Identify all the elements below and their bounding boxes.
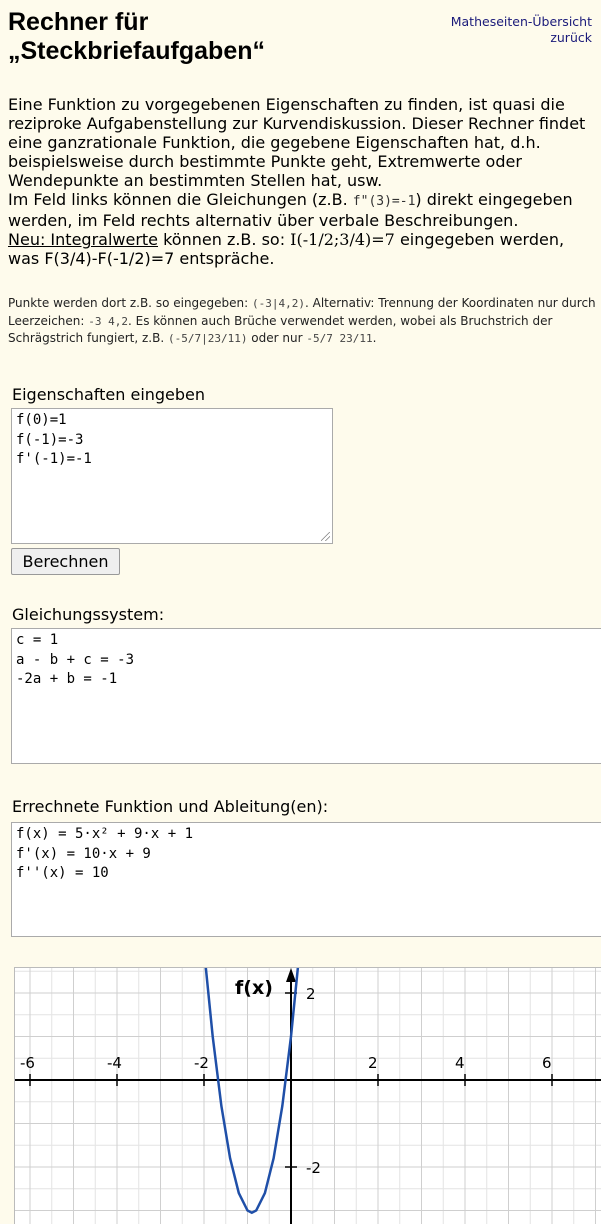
integral-example: I(-1/2;3/4)=7 (290, 230, 395, 249)
overview-link[interactable]: Matheseiten-Übersicht (450, 14, 592, 29)
intro-text-part: eingegeben werden, was (8, 230, 565, 268)
intro-text-part: entspräche. (174, 249, 275, 268)
intro-text (8, 95, 596, 268)
x-tick-label: 2 (368, 1054, 378, 1072)
new-integral-label: Neu: Integralwerte (8, 230, 159, 249)
integral-equivalent: F(3/4)-F(-1/2)=7 (44, 249, 175, 268)
intro-code-example: f"(3)=-1 (352, 194, 416, 209)
y-axis-arrow (286, 968, 296, 982)
function-curve (195, 968, 304, 1213)
properties-label: Eigenschaften eingeben (12, 385, 206, 404)
hint-text: . Alternativ: Trennung der Koordinaten nur durch Leerzeichen: (8, 296, 596, 328)
properties-input-value: f(0)=1 f(-1)=-3 f'(-1)=-1 (16, 412, 92, 467)
x-tick-label: -2 (194, 1054, 209, 1072)
y-tick-label: -2 (306, 1159, 321, 1177)
page-title (8, 8, 338, 66)
result-output[interactable] (11, 822, 601, 937)
x-tick-label: -4 (107, 1054, 122, 1072)
top-links (451, 14, 592, 46)
equation-system-output[interactable] (11, 628, 601, 764)
result-label: Errechnete Funktion und Ableitung(en): (12, 797, 329, 816)
hint-code: -3 4,2 (88, 314, 128, 328)
calculate-button[interactable]: Berechnen (11, 548, 120, 575)
hint-code: -5/7 23/11 (306, 332, 373, 345)
intro-paragraph-3 (8, 230, 596, 268)
intro-text-part: Im Feld links können die Gleichungen (z.B. (8, 190, 353, 209)
equation-system-value: c = 1 a - b + c = -3 -2a + b = -1 (16, 632, 135, 687)
y-axis-label: f(x) (235, 977, 273, 999)
function-graph[interactable] (14, 967, 601, 1224)
resize-handle[interactable] (321, 532, 330, 541)
intro-text-part: ) direkt eingegeben werden, im Feld rechts alternativ über verbale Beschreibungen. (8, 190, 573, 230)
title-line-1: Rechner für (8, 8, 149, 36)
properties-input[interactable] (11, 408, 333, 544)
hint-code: (-5/7|23/11) (167, 332, 248, 345)
intro-text-part: können z.B. so: (158, 230, 291, 249)
hint-text: . (372, 331, 377, 345)
point-entry-hint (8, 295, 596, 348)
x-tick-label: 4 (455, 1054, 465, 1072)
title-line-2: „Steckbriefaufgaben“ (8, 37, 266, 65)
hint-code: (-3|4,2) (252, 297, 305, 310)
x-tick-label: 6 (542, 1054, 552, 1072)
intro-paragraph-1: Eine Funktion zu vorgegebenen Eigenschaften zu finden, ist quasi die reziproke Aufgabenstellung zur Kurvendiskussion. Dieser Rechner findet eine ganzrationale Funktion, die gegebene Eigenschaften hat, d.h. beispielsweise durch bestimmte Punkte geht, Extremwerte oder Wendepunkte an bestimmten Stellen hat, usw. (8, 95, 586, 190)
x-tick-label: -6 (20, 1054, 35, 1072)
back-link[interactable]: zurück (550, 30, 592, 45)
equation-system-label: Gleichungssystem: (12, 605, 165, 624)
graph-canvas (15, 968, 601, 1224)
hint-text: Punkte werden dort z.B. so eingegeben: (8, 296, 253, 310)
hint-text: . Es können auch Brüche verwendet werden, wobei als Bruchstrich der Schrägstrich fungiert, z.B. (8, 313, 553, 345)
result-value: f(x) = 5·x² + 9·x + 1 f'(x) = 10·x + 9 f''(x) = 10 (16, 826, 194, 881)
intro-paragraph-2 (8, 190, 596, 230)
y-tick-label: 2 (306, 985, 316, 1003)
hint-text: oder nur (247, 331, 307, 345)
